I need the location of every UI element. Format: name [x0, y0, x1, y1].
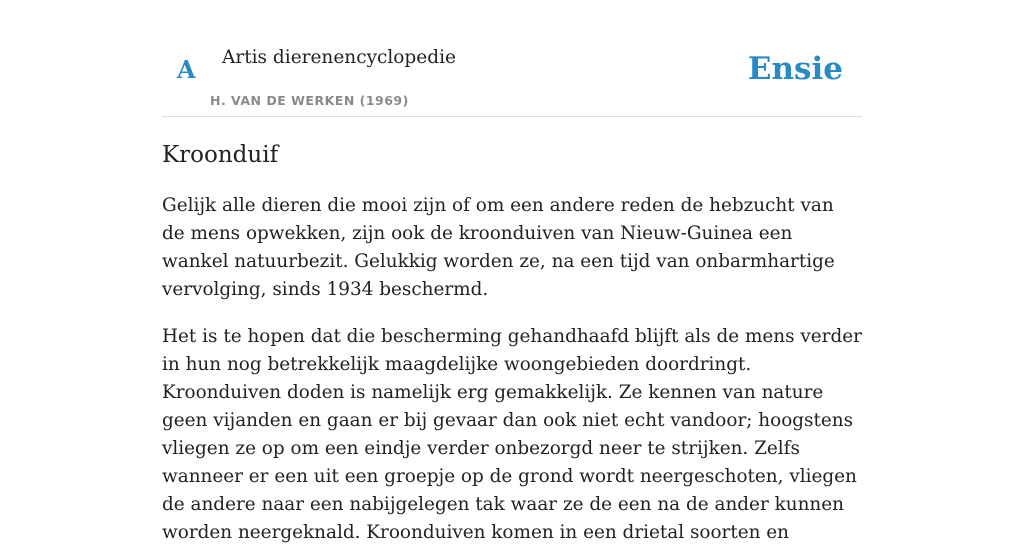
- article-paragraph: Het is te hopen dat die bescherming gehandhaafd blijft als de mens verder in hun nog betrekkelijk maagdelijke woongebieden doordringt. Kroonduiven doden is namelijk erg gemakkelijk. Ze kennen van nature geen vijanden en gaan er bij gevaar dan ook niet echt vandoor; hoogstens vliegen ze op om een eindje verder onbezorgd neer te strijken. Zelfs wanneer er een uit een groepje op de grond wordt neergeschoten, vliegen de andere naar een nabijgelegen tak waar ze de een na de ander kunnen worden neergeknald. Kroonduiven komen in een drietal soorten en: [162, 326, 862, 543]
- index-letter[interactable]: A: [177, 55, 196, 84]
- header: [162, 0, 862, 117]
- book-author: H. VAN DE WERKEN (1969): [210, 93, 409, 108]
- article: [162, 138, 862, 547]
- book-title[interactable]: Artis dierenencyclopedie: [222, 47, 456, 68]
- article-paragraph: Gelijk alle dieren die mooi zijn of om een andere reden de hebzucht van de mens opwekken, zijn ook de kroonduiven van Nieuw-Guinea een wankel natuurbezit. Gelukkig worden ze, na een tijd van onbarmhartige vervolging, sinds 1934 beschermd.: [162, 195, 835, 300]
- brand-logo[interactable]: Ensie: [747, 51, 843, 87]
- entry-title: Kroonduif: [162, 142, 279, 168]
